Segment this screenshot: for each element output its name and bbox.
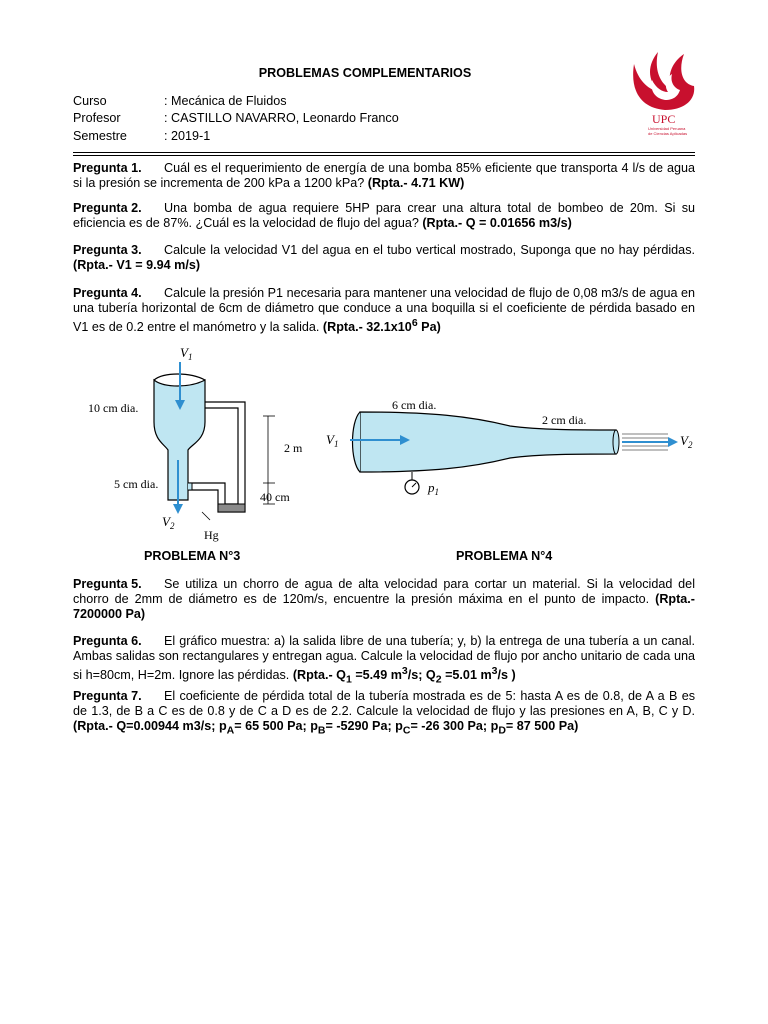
question-text: Calcule la velocidad V1 del agua en el tubo vertical mostrado, Suponga que no hay pérdidas. [164, 243, 695, 257]
answer-subscript: A [226, 724, 235, 737]
question-5 [73, 577, 695, 622]
answer-part: = 65 500 Pa; p [234, 719, 318, 733]
page-title: PROBLEMAS COMPLEMENTARIOS [258, 66, 472, 80]
question-label: Pregunta 5. [73, 577, 142, 591]
question-answer [322, 317, 441, 335]
question-label: Pregunta 7. [73, 689, 142, 703]
question-label: Pregunta 6. [73, 634, 142, 648]
caption-problem-4: PROBLEMA N°4 [456, 549, 553, 563]
question-text: Una bomba de agua requiere 5HP para crear una altura total de bombeo de 20m. Si su eficiencia es de 87%. ¿Cuál es la velocidad de flujo del agua? [73, 201, 695, 230]
question-text: El gráfico muestra: a) la salida libre de una tubería; y, b) la entrega de una tubería a un canal. Ambas salidas son rectangulares y entregan agua. Calcule la velocidad de flujo por ancho unitario de cada una si h=80cm, H=2m. Ignore las pérdidas. [73, 634, 695, 683]
figure-problem-4 [320, 390, 720, 505]
label-dia-small: 2 cm dia. [542, 413, 587, 427]
answer-part: = 87 500 Pa) [505, 719, 579, 733]
answer-subscript: 2 [435, 673, 442, 686]
answer-superscript: 6 [411, 317, 418, 329]
question-text: Cuál es el requerimiento de energía de una bomba 85% eficiente que transporta 4 l/s de agua si la presión se incrementa de 200 kPa a 1200 kPa? [73, 161, 695, 190]
question-6 [73, 634, 695, 688]
label-dia-bottom: 5 cm dia. [114, 477, 159, 491]
mercury-fill [218, 504, 245, 512]
question-text: Se utiliza un chorro de agua de alta velocidad para cortar un material. Si la velocidad del chorro de 2mm de diámetro es de 120m/s, encuentre la presión máxima en el punto de impacto. [73, 577, 695, 606]
caption-problem-3: PROBLEMA N°3 [144, 549, 241, 563]
label-gauge: 40 cm [260, 490, 290, 504]
question-3 [73, 243, 695, 273]
question-answer [292, 665, 516, 686]
label-v2: $V_2$ [162, 514, 175, 531]
header-value-course: : Mecánica de Fluidos [164, 94, 287, 108]
answer-part: Pa) [417, 320, 441, 335]
label-v1: $V_1$ [180, 345, 193, 362]
answer-part: = -5290 Pa; p [325, 719, 403, 733]
answer-part: =5.49 m [351, 668, 402, 683]
label-height: 2 m [284, 441, 303, 455]
question-answer: (Rpta.- 4.71 KW) [367, 176, 465, 190]
question-label: Pregunta 3. [73, 243, 142, 257]
answer-part: (Rpta.- Q [292, 668, 346, 683]
question-text: El coeficiente de pérdida total de la tubería mostrada es de 5: hasta A es de 0.8, de A a B es de 1.3, de B a C es de 0.8 y de C a D es de 2.2. Calcule la velocidad de flujo y las presiones en A, B, C y D. [73, 689, 695, 718]
question-2 [73, 201, 695, 231]
header-label-professor: Profesor [73, 111, 121, 125]
question-answer [73, 719, 579, 737]
header-value-professor: : CASTILLO NAVARRO, Leonardo Franco [164, 111, 399, 125]
answer-superscript: 3 [491, 665, 498, 677]
answer-superscript: 3 [401, 665, 408, 677]
question-answer: (Rpta.- Q = 0.01656 m3/s) [422, 216, 572, 230]
logo-text: UPC [652, 112, 676, 126]
logo-subtitle: Universidad Peruana de Ciencias Aplicadas [648, 126, 688, 136]
answer-part: =5.01 m [441, 668, 492, 683]
header-label-semester: Semestre [73, 129, 127, 143]
answer-part: /s; Q [407, 668, 436, 683]
answer-part: (Rpta.- 32.1x10 [322, 320, 412, 335]
answer-part: /s ) [497, 668, 516, 683]
label-dia-large: 6 cm dia. [392, 398, 437, 412]
answer-subscript: 1 [345, 673, 352, 686]
label-mercury: Hg [204, 528, 219, 542]
label-p1: $p_1$ [428, 480, 439, 497]
answer-subscript: B [317, 724, 326, 737]
question-4 [73, 286, 695, 335]
answer-subscript: D [498, 724, 506, 737]
label-v2: $V_2$ [680, 433, 693, 450]
answer-part: (Rpta.- Q=0.00944 m3/s; p [73, 719, 227, 733]
label-dia-top: 10 cm dia. [88, 401, 139, 415]
header-value-semester: : 2019-1 [164, 129, 211, 143]
answer-part: = -26 300 Pa; p [410, 719, 499, 733]
header-label-course: Curso [73, 94, 107, 108]
question-1 [73, 161, 695, 191]
question-answer: (Rpta.- 7200000 Pa) [73, 592, 695, 621]
label-v1: $V_1$ [326, 432, 339, 449]
question-text: Calcule la presión P1 necesaria para mantener una velocidad de flujo de 0,08 m3/s de agua en una tubería horizontal de 6cm de diámetro que conduce a una boquilla si el coeficiente de pérdida basado en V1 es de 0.2 entre el manómetro y la salida. [73, 286, 695, 335]
header-divider [73, 152, 695, 156]
figure-problem-3 [80, 340, 340, 545]
question-label: Pregunta 4. [73, 286, 142, 300]
question-answer: (Rpta.- V1 = 9.94 m/s) [73, 258, 201, 272]
answer-subscript: C [402, 724, 411, 737]
question-label: Pregunta 1. [73, 161, 142, 175]
question-7 [73, 689, 695, 739]
question-label: Pregunta 2. [73, 201, 142, 215]
